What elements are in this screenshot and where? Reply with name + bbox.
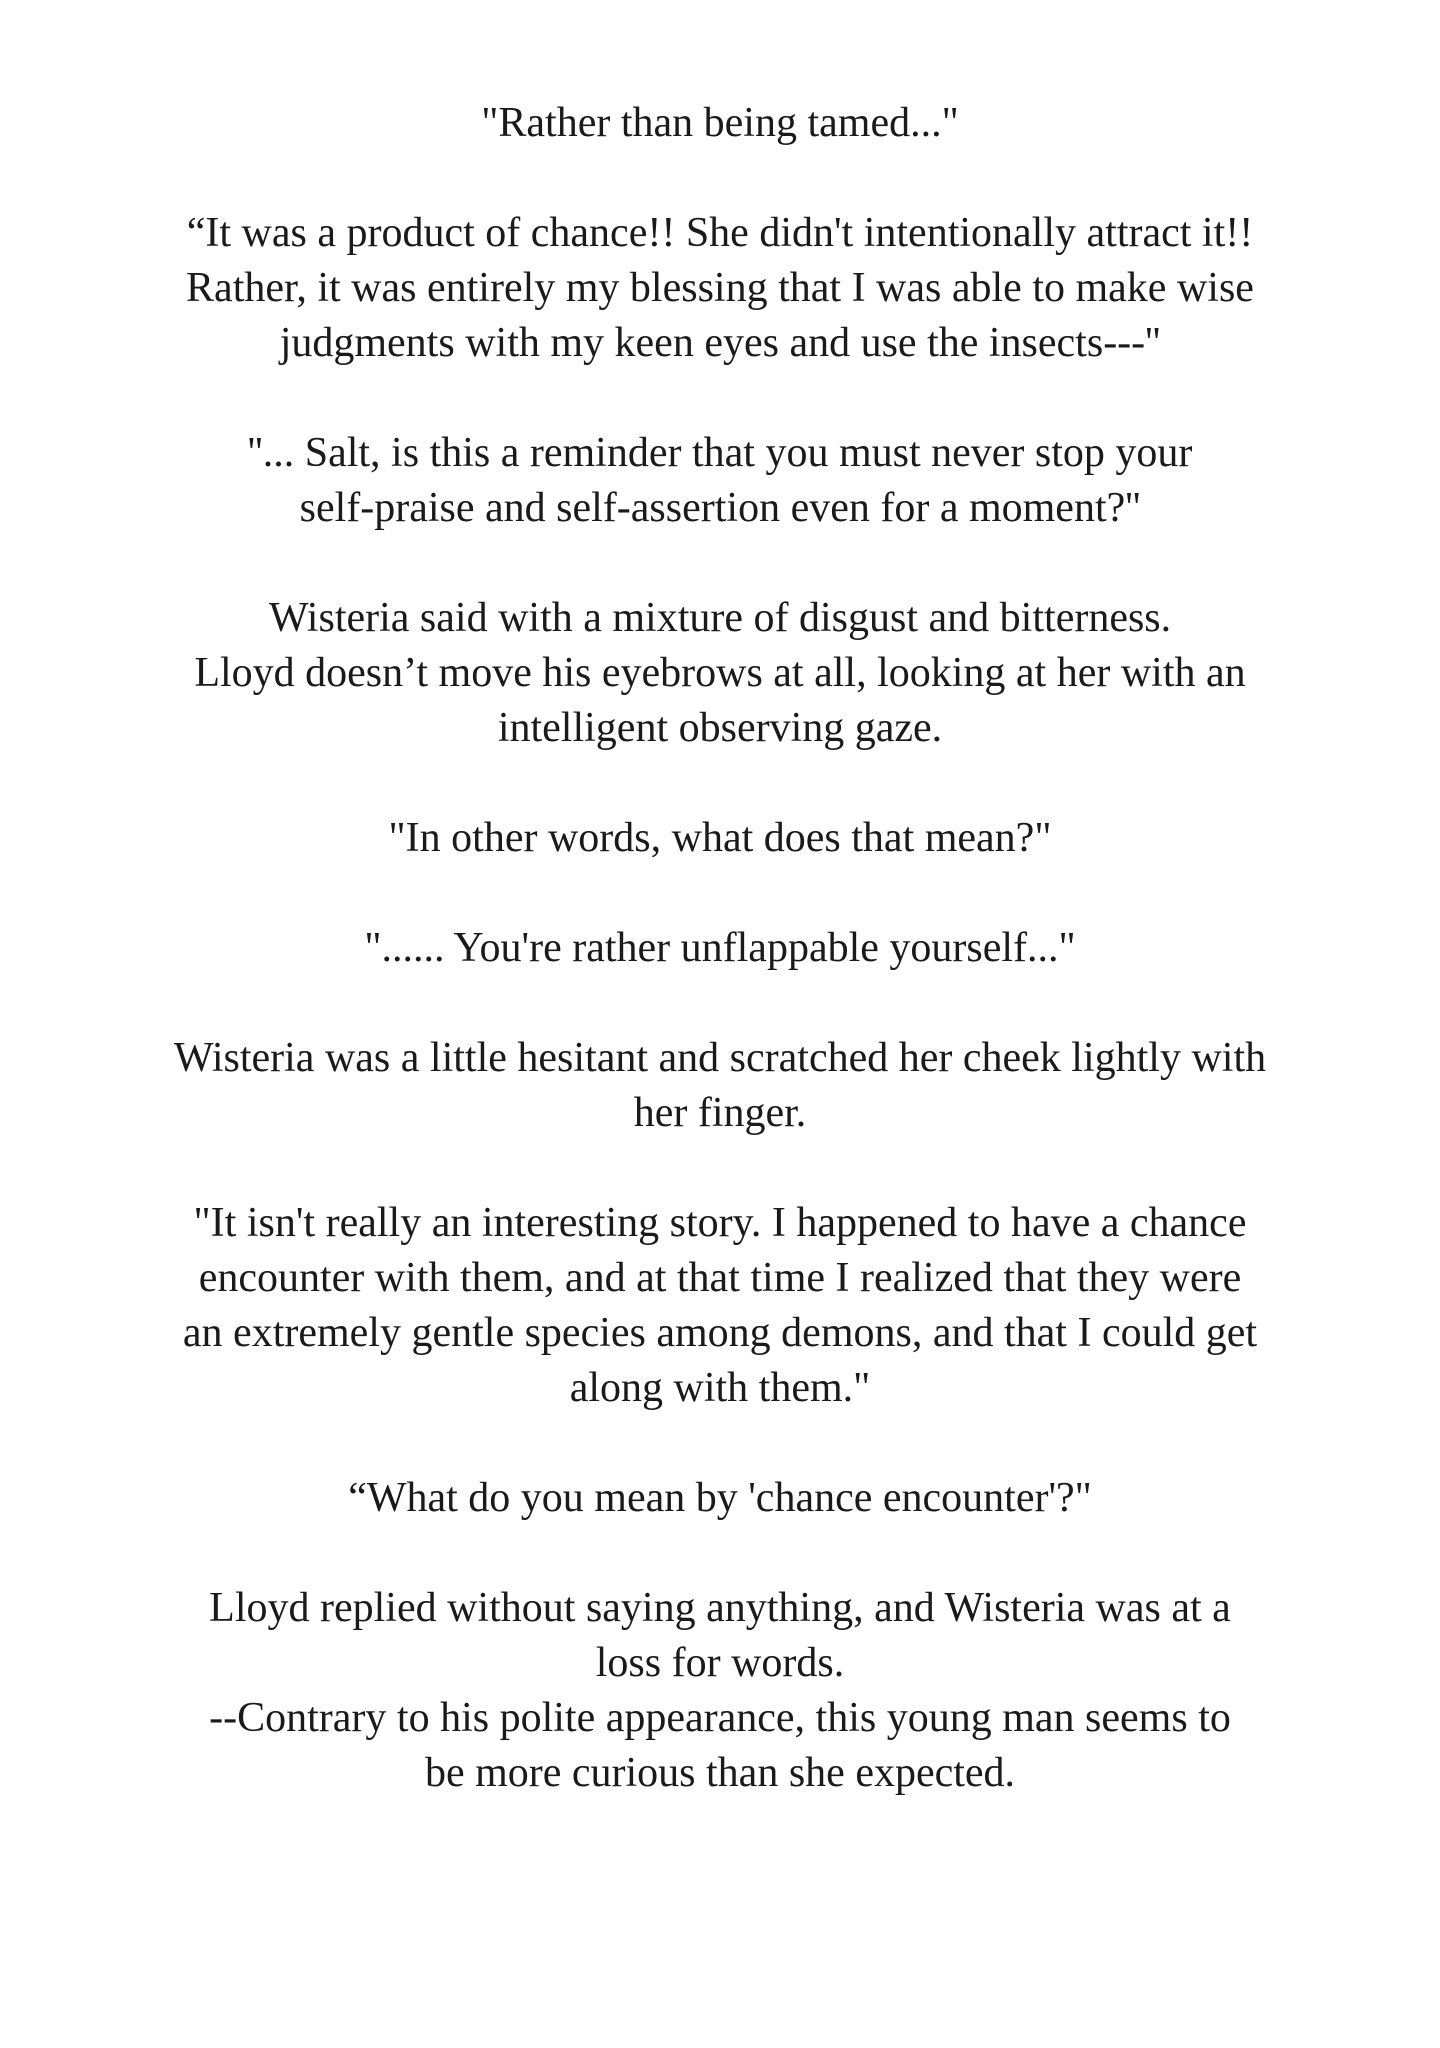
- paragraph-dialogue-rather-than-tamed: [0, 96, 1440, 151]
- text-line: be more curious than she expected.: [424, 1750, 1016, 1796]
- text-line: Rather, it was entirely my blessing that I was able to make wise: [186, 265, 1254, 311]
- text-line: ''... Salt, is this a reminder that you must never stop your: [247, 430, 1193, 476]
- paragraph-dialogue-in-other-words: [0, 811, 1440, 866]
- paragraph-dialogue-interesting-story: [0, 1196, 1440, 1416]
- text-line: Wisteria said with a mixture of disgust and bitterness.: [268, 595, 1172, 641]
- text-line: self-praise and self-assertion even for a moment?'': [299, 485, 1141, 531]
- text-line: "It isn't really an interesting story. I happened to have a chance: [193, 1200, 1247, 1246]
- text-line: encounter with them, and at that time I realized that they were: [198, 1255, 1242, 1301]
- text-line: Lloyd replied without saying anything, and Wisteria was at a: [209, 1585, 1231, 1631]
- text-body: [0, 96, 1440, 1856]
- text-line: "Rather than being tamed...": [481, 100, 959, 146]
- paragraph-dialogue-salt-reminder: [0, 426, 1440, 536]
- paragraph-dialogue-product-of-chance: [0, 206, 1440, 371]
- paragraph-dialogue-chance-encounter: [0, 1471, 1440, 1526]
- text-line: judgments with my keen eyes and use the insects---'': [279, 320, 1161, 366]
- text-line: “What do you mean by 'chance encounter'?": [348, 1475, 1092, 1521]
- paragraph-dialogue-unflappable: [0, 921, 1440, 976]
- text-line: loss for words.: [595, 1640, 845, 1686]
- paragraph-narration-wisteria-hesitant: [0, 1031, 1440, 1141]
- paragraph-narration-wisteria-disgust: [0, 591, 1440, 756]
- paragraph-narration-lloyd-replied: [0, 1581, 1440, 1801]
- text-line: along with them.": [569, 1365, 871, 1411]
- text-line: her finger.: [633, 1090, 807, 1136]
- text-line: “It was a product of chance!! She didn't intentionally attract it!!: [186, 210, 1254, 256]
- text-line: Wisteria was a little hesitant and scratched her cheek lightly with: [173, 1035, 1267, 1081]
- text-line: "...... You're rather unflappable yourself...": [364, 925, 1076, 971]
- text-line: Lloyd doesn’t move his eyebrows at all, looking at her with an: [194, 650, 1246, 696]
- text-line: intelligent observing gaze.: [497, 705, 943, 751]
- text-line: --Contrary to his polite appearance, this young man seems to: [209, 1695, 1231, 1741]
- text-line: "In other words, what does that mean?": [388, 815, 1052, 861]
- text-line: an extremely gentle species among demons, and that I could get: [182, 1310, 1258, 1356]
